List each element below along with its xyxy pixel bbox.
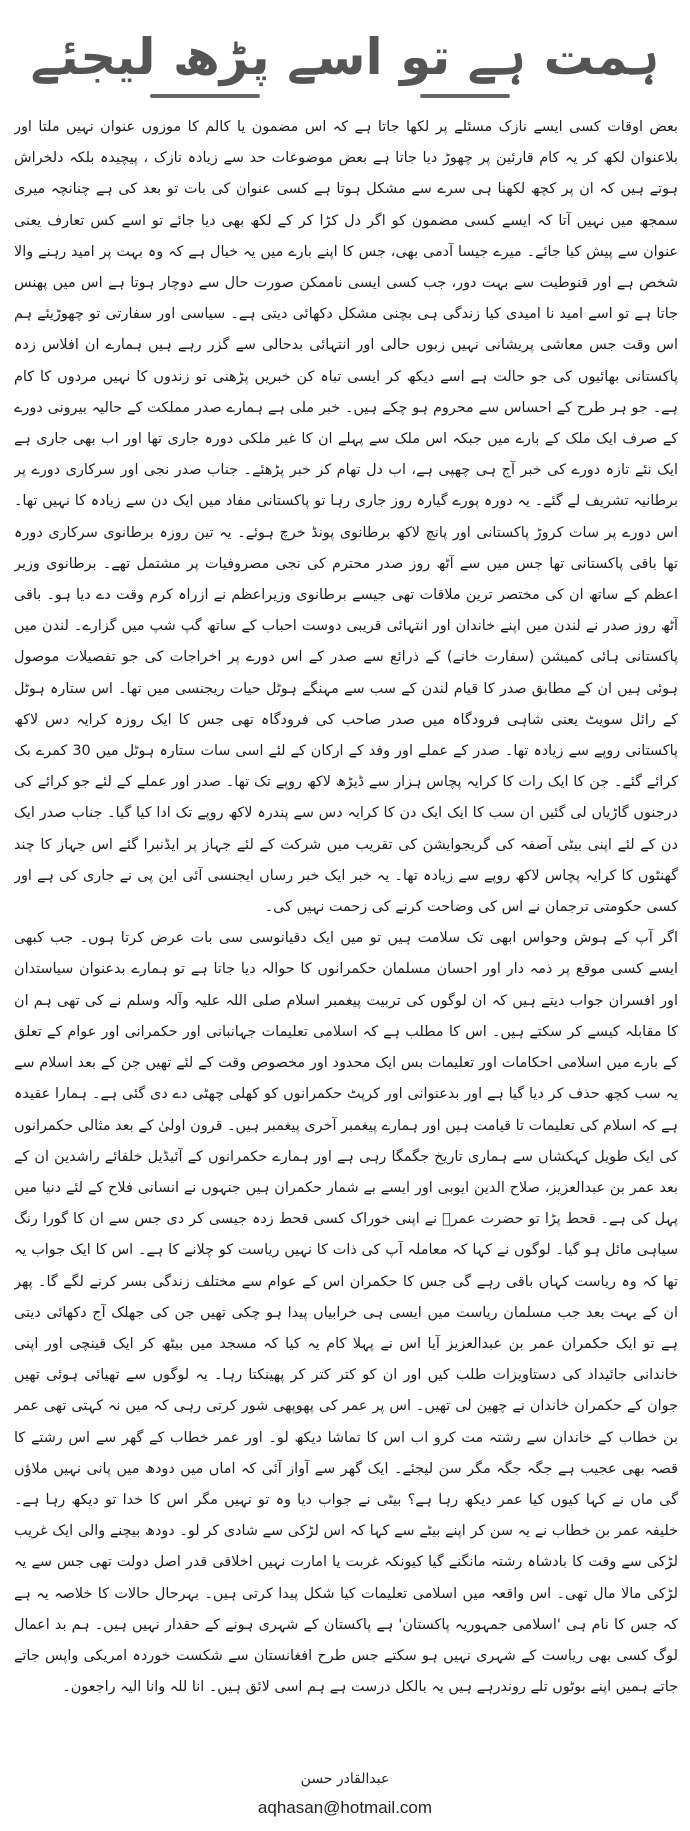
article-paragraph: بعض اوقات کسی ایسے نازک مسئلے پر لکھا جاتا ہے کہ اس مضمون یا کالم کا موزوں عنوان نہیں ملتا اور بلاعنوان لکھ کر یہ کام قارئین پر چھوڑ دیا جاتا ہے بعض موضوعات حد سے زیادہ نازک ، پیچیدہ بلکہ دلخراش ہوتے ہیں کہ ان پر کچھ لکھنا ہی سرے سے مشکل ہوتا ہے کسی عنوان کی بات تو بعد کی ہے چنانچہ میری سمجھ میں نہیں آتا کہ ایسے کسی مضمون کو اگر دل کڑا کر کے لکھ بھی دیا جائے تو اسے کس تعارف یعنی عنوان سے پیش کیا جائے۔ میرے جیسا آدمی بھی، جس کا اپنے بارے میں یہ خیال ہے کہ وہ بہت پر امید رہنے والا شخص ہے اور قنوطیت سے بہت دور، جب کسی ایسی ناممکن صورت حال سے دوچار ہوتا ہے اس میں پھنس جاتا ہے تو اسے امید نا امیدی کیا زندگی ہی بچنی مشکل دکھائی دیتی ہے۔ سیاسی اور سفارتی تو چھوڑیئے ہم اس وقت جس معاشی پریشانی نہیں زبوں حالی اور انتہائی بدحالی سے گزر رہے ہیں ہمارے ان افلاس زدہ پاکستانی بھائیوں کی جو حالت ہے اسے دیکھ کر ایسی تباہ کن خبریں پڑھنی تو زندوں کا نہیں مردوں کا کام ہے۔ جو ہر طرح کے احساس سے محروم ہو چکے ہیں۔ خبر ملی ہے ہمارے صدر مملکت کے حالیہ بیرونی دورے کے صرف ایک ملک کے بارے میں جبکہ اس ملک سے پہلے ان کا غیر ملکی دورہ جاری تھا اور اب بھی جاری ہے ایک نئے تازہ دورے کی خبر آج ہی چھپی ہے، اب دل تھام کر خبر پڑھئے۔ جناب صدر نجی اور سرکاری دورے پر برطانیہ تشریف لے گئے۔ یہ دورہ پورے گیارہ روز جاری رہا تو پاکستانی مفاد میں ایک دن سے زیادہ کا نہیں تھا۔ اس دورے پر سات کروڑ پاکستانی اور پانچ لاکھ برطانوی پونڈ خرچ ہوئے۔ یہ تین روزہ برطانوی سرکاری دورہ تھا باقی پاکستانی تھا جس میں سے آٹھ روز صدر محترم کی نجی مصروفیات پر مشتمل تھے۔ برطانوی وزیر اعظم کے ساتھ ان کی مختصر ترین ملاقات تھی جیسے برطانوی وزیراعظم نے ازراہ کرم وقت دے دیا ہو۔ باقی آٹھ روز صدر نے لندن میں اپنے خاندان اور انتہائی قریبی دوست احباب کے ساتھ گپ شپ میں گزارے۔ لندن میں پاکستانی ہائی کمیشن (سفارت خانے) کے ذرائع سے صدر کے اس دورے پر اخراجات کی جو تفصیلات موصول ہوئی ہیں ان کے مطابق صدر کا قیام لندن کے سب سے مہنگے ہوٹل حیات ریجنسی میں تھا۔ اس ستارہ ہوٹل کے رائل سویٹ یعنی شاہی فرودگاہ میں صدر صاحب کی فرودگاہ تھی جس کا ایک روزہ کرایہ دس لاکھ پاکستانی روپے سے زیادہ تھا۔ صدر کے عملے اور وفد کے ارکان کے لئے اسی سات ستارہ ہوٹل میں 30 کمرے بک کرائے گئے۔ جن کا ایک رات کا کرایہ پچاس ہزار سے ڈیڑھ لاکھ روپے تک تھا۔ صدر اور عملے کے لئے جو کرائے کی درجنوں گاڑیاں لی گئیں ان سب کا ایک ایک دن کا کرایہ دس سے پندرہ لاکھ روپے تک ادا کیا گیا۔ جناب صدر ایک دن کے لئے اپنی بیٹی آصفہ کی گریجوایشن کی تقریب میں شرکت کے لئے جہاز پر ایڈنبرا گئے اس جہاز کا چند گھنٹوں کا کرایہ پچاس لاکھ روپے سے زیادہ تھا۔ یہ خبر ایک خبر رساں ایجنسی آئی این پی نے جاری کی ہے اور کسی حکومتی ترجمان نے اس کی وضاحت کرنے کی زحمت نہیں کی۔ — [14, 119, 678, 916]
article-body — [14, 112, 678, 1752]
headline-underline-decoration — [420, 94, 510, 98]
article-paragraph: اگر آپ کے ہوش وحواس ابھی تک سلامت ہیں تو میں ایک دقیانوسی سی بات عرض کرتا ہوں۔ جب کبھی ایسے کسی موقع پر ذمہ دار اور احسان مسلمان حکمرانوں کا حوالہ دیا جاتا ہے تو ہمارے بدعنوان سیاستدان اور افسران جواب دیتے ہیں کہ ان لوگوں کی تربیت پیغمبر اسلام صلی اللہ علیہ وآلہ وسلم نے کی تھی ہم ان کا مقابلہ کیسے کر سکتے ہیں۔ اس کا مطلب ہے کہ اسلامی تعلیمات جہانبانی اور حکمرانی اور عوام کے تعلق کے بارے میں اسلامی احکامات اور تعلیمات بس ایک محدود اور مخصوص وقت کے لئے تھیں جن کے بعد اسلام سے یہ سب کچھ حذف کر دیا گیا ہے اور بدعنوانی اور کرپٹ حکمرانوں کو کھلی چھٹی دے دی گئی ہے۔ ہمارا عقیدہ ہے کہ اسلام کی تعلیمات تا قیامت ہیں اور ہمارے پیغمبر آخری پیغمبر ہیں۔ قرون اولیٰ کے بعد مثالی حکمرانوں کی ایک طویل کہکشاں سے ہماری تاریخ جگمگا رہی ہے اور ہمارے حکمرانوں کے آئیڈیل خلفائے راشدین ان کے بعد عمر بن عبدالعزیز، صلاح الدین ایوبی اور ایسے بے شمار حکمران ہیں جنہوں نے انسانی فلاح کے لئے دنیا میں پہل کی ہے۔ قحط پڑا تو حضرت عمرؓ نے اپنی خوراک کسی قحط زدہ جیسی کر دی جس سے ان کا گورا رنگ سیاہی مائل ہو گیا۔ لوگوں نے کہا کہ معاملہ آپ کی ذات کا نہیں ریاست کو چلانے کا ہے۔ اس کا ایک جواب یہ تھا کہ وہ ریاست کہاں باقی رہے گی جس کا حکمران اس کے عوام سے مختلف زندگی بسر کرنے لگے گا۔ پھر ان کے بہت بعد جب مسلمان ریاست میں ایسی ہی خرابیاں پیدا ہو چکی تھیں جن کی جھلک آج دکھائی دیتی ہے تو ایک حکمران عمر بن عبدالعزیز آیا اس نے پہلا کام یہ کیا کہ مسجد میں بیٹھ کر ایک قینچی اور اپنی خاندانی جائیداد کی دستاویزات طلب کیں اور ان کو کتر کتر کر پھینکتا رہا۔ یہ لوگوں سے تھیائی ہوئی تھیں جوان کے حکمران خاندان نے چھین لی تھیں۔ اس پر عمر کی پھوپھی شور کرتی رہی کہ میں نہ کہتی تھی عمر بن خطاب کے خاندان سے رشتہ مت کرو اب اس کا تماشا دیکھ لو۔ اور عمر خطاب کے گھر سے اس رشتے کا قصہ بھی عجیب ہے جگہ جگہ مگر سن لیجئے۔ ایک گھر سے آواز آئی کہ اماں میں دودھ میں پانی نہیں ملاؤں گی ماں نے کہا کیوں کیا عمر دیکھ رہا ہے؟ بیٹی نے جواب دیا وہ تو نہیں مگر اس کا خدا تو دیکھ رہا ہے۔ خلیفہ عمر بن خطاب نے یہ سن کر اپنے بیٹے سے کہا کہ اس لڑکی سے شادی کر لو۔ دودھ بیچنے والی ایک غریب لڑکی سے وقت کا بادشاہ رشتہ مانگنے گیا کیونکہ غربت یا امارت نہیں اخلاقی قدر اصل دولت تھی جس سے یہ لڑکی مالا مال تھی۔ اس واقعہ میں اسلامی تعلیمات کیا شکل پیدا کرتی ہیں۔ بہرحال حالات کا خلاصہ یہ ہے کہ جس کا نام ہی 'اسلامی جمہوریہ پاکستان' ہے پاکستان کے شہری ہونے کے حقدار نہیں ہیں۔ ہم بد اعمال لوگ کسی بھی ریاست کے شہری نہیں ہو سکتے جس طرح افغانستان سے شکست خوردہ امریکی واپس جاتے جاتے ہمیں اپنے بوٹوں تلے روندرہے ہیں یہ بالکل درست ہے ہم اسی لائق ہیں۔ انا للہ وانا الیہ راجعون۔ — [14, 930, 678, 1696]
column-headline: ہمت ہے تو اسے پڑھ لیجئے — [30, 28, 660, 86]
headline-underline-decoration — [150, 94, 260, 98]
author-name: عبدالقادر حسن — [300, 1771, 390, 1787]
author-email[interactable]: aqhasan@hotmail.com — [257, 1798, 433, 1817]
